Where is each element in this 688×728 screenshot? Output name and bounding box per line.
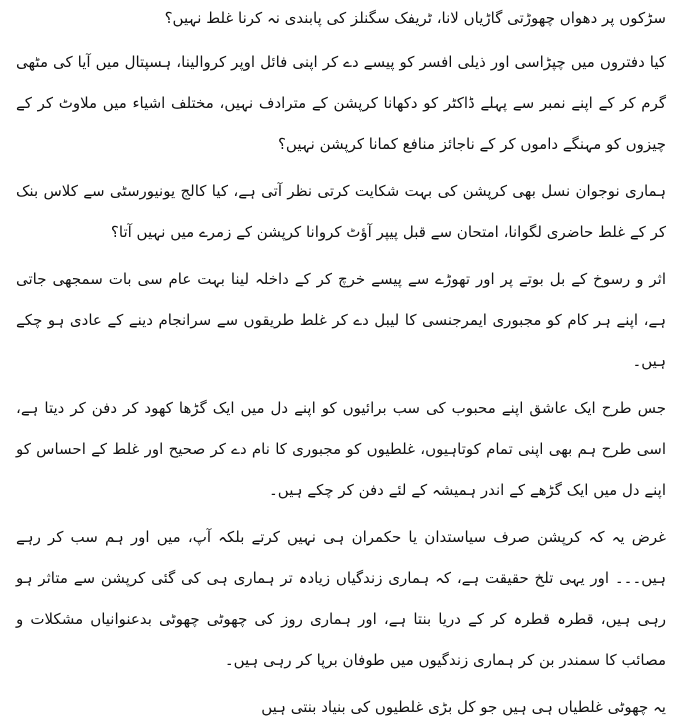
paragraph-traffic: سڑکوں پر دھواں چھوڑتی گاڑیاں لانا، ٹریفک سگنلز کی پابندی نہ کرنا غلط نہیں؟: [164, 9, 666, 27]
paragraph-youth: ہماری نوجوان نسل بھی کرپشن کی بہت شکایت کرتی نظر آتی ہے، کیا کالج یونیورسٹی سے کلاس بنک کر کے غلط حاضری لگوانا، امتحان سے قبل پیپر آؤٹ کروانا کرپشن کے زمرے میں نہیں آتا؟: [16, 182, 666, 241]
paragraph-influence: اثر و رسوخ کے بل بوتے پر اور تھوڑے سے پیسے خرچ کر کے داخلہ لینا بہت عام سی بات سمجھی جاتی ہے، اپنے ہر کام کو مجبوری ایمرجنسی کا لیبل دے کر غلط طریقوں سے سرانجام دینے کے عادی ہو چکے ہیں۔: [16, 270, 666, 370]
paragraph-offices: کیا دفتروں میں چپڑاسی اور ذیلی افسر کو پیسے دے کر اپنی فائل اوپر کروالینا، ہسپتال میں آیا کی مٹھی گرم کر کے اپنے نمبر سے پہلے ڈاکٹر کو دکھانا کرپشن کے مترادف نہیں، مختلف اشیاء میں ملاوٹ کر کے چیزوں کو مہنگے داموں کر کے ناجائز منافع کمانا کرپشن نہیں؟: [16, 53, 666, 153]
paragraph-lover: جس طرح ایک عاشق اپنے محبوب کی سب برائیوں کو اپنے دل میں ایک گڑھا کھود کر دفن کر دیتا ہے، اسی طرح ہم بھی اپنی تمام کوتاہیوں، غلطیوں کو مجبوری کا نام دے کر صحیح اور غلط کے احساس کو اپنے دل میں ایک گڑھے کے اندر ہمیشہ کے لئے دفن کر چکے ہیں۔: [16, 399, 666, 499]
paragraph-cut-off: یہ چھوٹی غلطیاں ہی ہیں جو کل بڑی غلطیوں کی بنیاد بنتی ہیں: [261, 698, 666, 716]
paragraph-conclusion: غرض یہ کہ کرپشن صرف سیاستدان یا حکمران ہی نہیں کرتے بلکہ آپ، میں اور ہم سب کر رہے ہیں۔۔۔ اور یہی تلخ حقیقت ہے، کہ ہماری زندگیاں زیادہ تر ہماری ہی کی گئی کرپشن سے متاثر ہو رہی ہیں، قطرہ قطرہ کر کے دریا بنتا ہے، اور ہماری روز کی چھوٹی چھوٹی بدعنوانیاں مشکلات و مصائب کا سمندر بن کر ہماری زندگیوں میں طوفان برپا کر رہی ہیں۔: [16, 528, 666, 669]
